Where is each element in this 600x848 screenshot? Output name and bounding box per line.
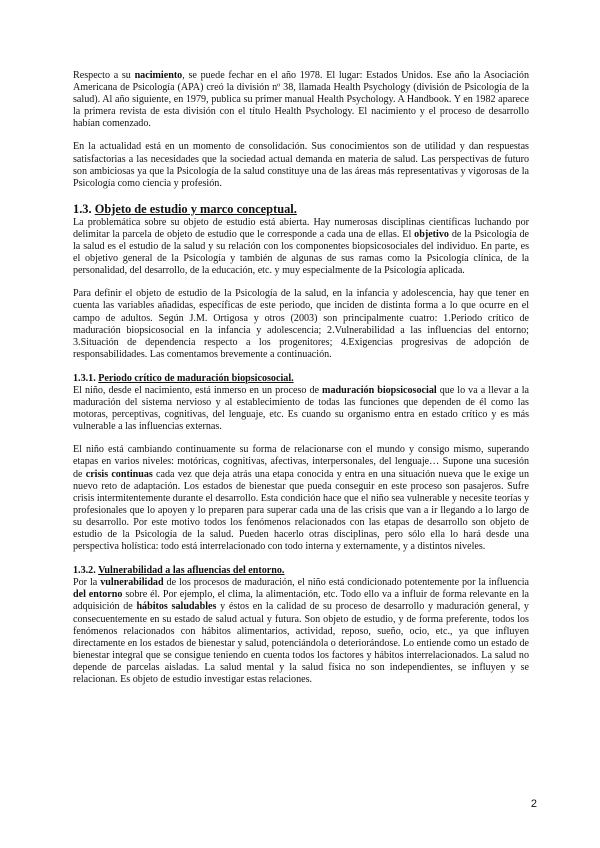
bold-term: nacimiento: [134, 70, 183, 81]
section-title: Periodo crítico de maduración biopsicosocial.: [98, 372, 294, 384]
text-run: El niño, desde el nacimiento, está inmerso en un proceso de: [73, 384, 323, 396]
text-run: de la Psicología de la salud es el estudio de la salud y su relación con los componentes biopsicosociales del individuo. En parte, es el objetivo general de la Psicología y también de algunas de sus ramas como la Psicología clínica, de la personalidad, del desarrollo, de la educación, etc. y muy especialmente de la Psicología aplicada.: [73, 228, 529, 277]
text-run: , se puede fechar en el año 1978. El lugar: Estados Unidos. Ese año la Asociación Americana de Psicología (APA) creó la división nº 38, llamada Health Psychology (división de Psicología de la salud). Al año siguiente, en 1979, publica su primer manual Health Psychology. A Handbook. Y en 1982 aparece la primera revista de esta división con el título Health Psychology. El nacimiento y el proceso de desarrollo habían comenzado.: [73, 70, 529, 130]
paragraph-crisis: [73, 444, 529, 553]
document-page: [73, 70, 529, 686]
paragraph-definir-objeto: Para definir el objeto de estudio de la Psicología de la salud, en la infancia y adolescencia, hay que tener en cuenta las variables añadidas, específicas de este periodo, que inciden de distinta forma a lo que ocurre en el campo de adultos. Según J.M. Ortigosa y otros (2003) son principalmente cuatro: 1.Periodo crítico de maduración biopsicosocial en la infancia y adolescencia; 2.Vulnerabilidad a las influencias del entorno; 3.Situación de dependencia respecto a los progenitores; 4.Exigencias progresivas de adopción de responsabilidades. Las comentamos brevemente a continuación.: [73, 288, 529, 360]
section-title: Vulnerabilidad a las afluencias del entorno.: [98, 565, 285, 577]
paragraph-nacimiento: [73, 70, 529, 130]
bold-term: crisis continuas: [85, 468, 153, 480]
paragraph-problematica: [73, 217, 529, 277]
text-run: Respecto a su: [73, 70, 135, 81]
text-run: cada vez que deja atrás una etapa conocida y entra en una situación nueva que le exige un nuevo reto de adaptación. Los estados de bienestar que pueda conseguir en este proceso son pasajeros. Sufre crisis intermitentemente durante el desarrollo. Esta condición hace que el niño sea vulnerable y necesite teorías y profesionales que lo apoyen y lo preparen para superar cada una de las crisis que van a ir llegando a lo largo de su desarrollo. Por este motivo todos los fenómenos relacionados con las etapas de desarrollo son objeto de estudio de la Psicología de la salud. Pueden hacerlo otras disciplinas, pero sólo ella lo hará desde una perspectiva holística: todo está interrelacionado con todo interna y externamente, y a distintos niveles.: [73, 468, 530, 553]
section-number: 1.3.: [73, 201, 95, 216]
text-run: de los procesos de maduración, el niño está condicionado potentemente por la influencia: [163, 577, 529, 589]
paragraph-actualidad: En la actualidad está en un momento de consolidación. Sus conocimientos son de utilidad y dan respuestas satisfactorias a las necesidades que la sociedad actual demanda en materia de salud. Las perspectivas de futuro son ambiciosas ya que la Psicología de la salud constituye una de las áreas más representativas y vigorosas de la Psicología como ciencia y profesión.: [73, 141, 529, 189]
section-number: 1.3.2.: [73, 565, 99, 577]
bold-term: objetivo: [414, 228, 449, 240]
text-run: La problemática sobre su objeto de estudio está abierta. Hay numerosas disciplinas científicas luchando por delimitar la parcela de objeto de estudio que le corresponde a cada una de ellas. El: [73, 216, 529, 240]
section-heading-1-3-1: [73, 373, 529, 385]
text-run: que lo va a llevar a la maduración del sistema nervioso y al establecimiento de todas las funciones que dependen de él como las motoras, perceptivas, cognitivas, del lenguaje, etc. Es cuando su organismo entra en estado crítico y es más vulnerable a las influencias externas.: [73, 384, 529, 433]
bold-term: maduración biopsicosocial: [322, 384, 437, 396]
section-heading-1-3-2: [73, 565, 529, 577]
paragraph-vulnerabilidad: [73, 577, 529, 686]
page-number: 2: [530, 798, 537, 810]
bold-term: vulnerabilidad: [100, 577, 164, 589]
bold-term: hábitos saludables: [136, 601, 217, 613]
bold-term: del entorno: [73, 589, 123, 601]
paragraph-maduracion: [73, 385, 529, 433]
text-run: y éstos en la calidad de su proceso de desarrollo y maduración general, y consecuentemente en su estado de salud actual y futura. Son objeto de estudio, y de forma preferente, todos los fenómenos relacionados con hábitos alimentarios, actividad, reposo, sueño, ocio, etc., ya que influyen directamente en los estados de bienestar y salud, potenciándola o deteriorándose. Lo entiende como un estado de bienestar integral que se consigue teniendo en cuenta todos los factores y hábitos interrelacionados. La salud no depende de parcelas aisladas. La salud mental y la salud física no son independientes, se influyen y se relacionan. Es objeto de estudio investigar estas relaciones.: [73, 601, 529, 686]
text-run: sobre él. Por ejemplo, el clima, la alimentación, etc. Todo ello va a influir de forma relevante en la adquisición de: [73, 589, 529, 613]
text-run: Por la: [73, 577, 101, 589]
section-number: 1.3.1.: [73, 372, 99, 384]
text-run: El niño está cambiando continuamente su forma de relacionarse con el mundo y consigo mismo, superando etapas en varios niveles: motóricas, cognitivas, afectivas, interpersonales, del lenguaje… Supone una sucesión de: [73, 444, 529, 480]
section-heading-1-3: [73, 202, 529, 217]
section-title: Objeto de estudio y marco conceptual.: [94, 201, 297, 216]
